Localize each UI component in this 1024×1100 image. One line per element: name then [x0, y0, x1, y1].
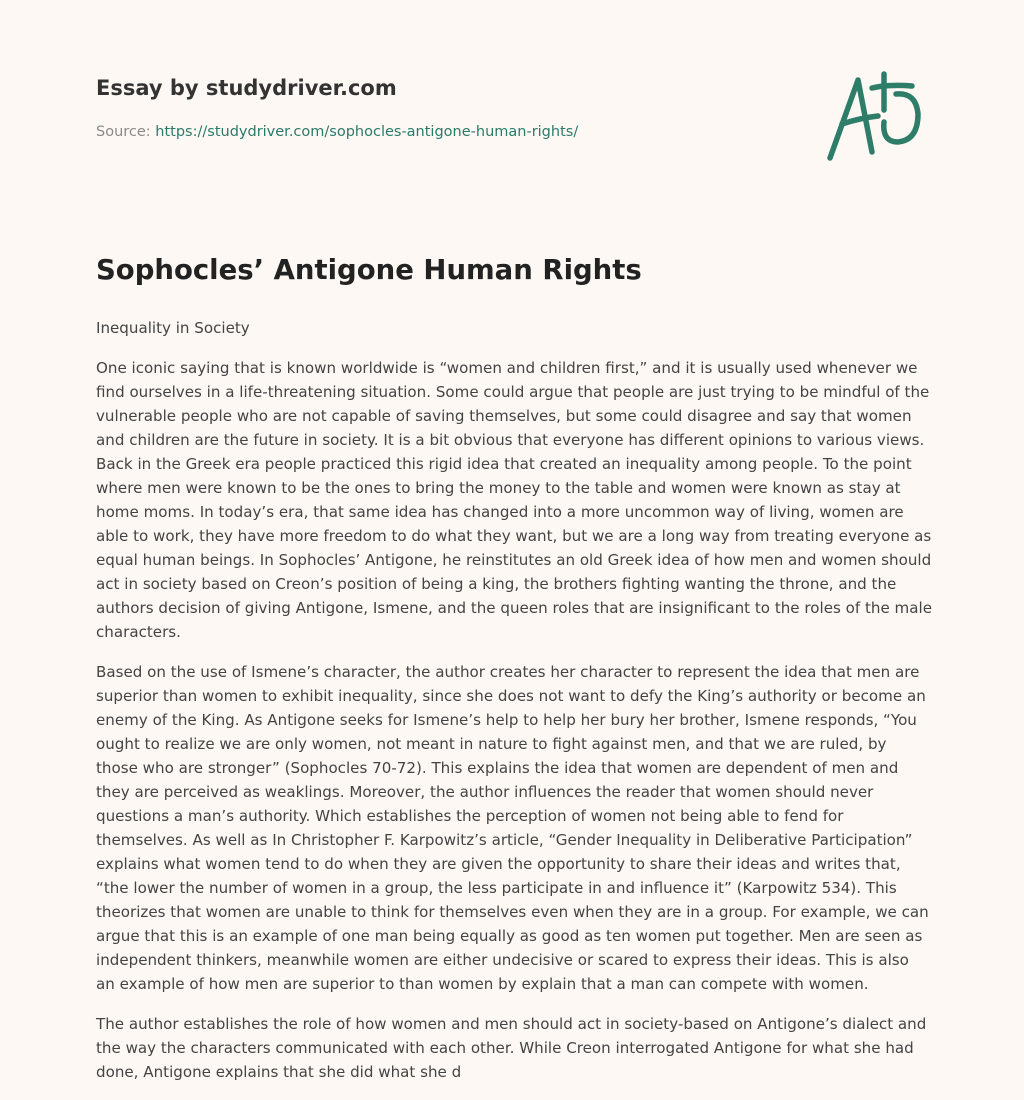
essay-paragraph: The author establishes the role of how women and men should act in society-based on Antigone’s dialect and the way the characters communicated with each other. While Creon interrogated Antigone for what she had done, Antigone explains that she did what she d: [96, 1015, 927, 1081]
source-link[interactable]: https://studydriver.com/sophocles-antigone-human-rights/: [155, 124, 579, 140]
essay-content: [96, 316, 932, 1100]
essay-paragraph: Based on the use of Ismene’s character, the author creates her character to represent the idea that men are superior than women to exhibit inequality, since she does not want to defy the King’s authority or become an enemy of the King. As Antigone seeks for Ismene’s help to help her bury her brother, Ismene responds, “You ought to realize we are only women, not meant in nature to fight against men, and that we are ruled, by those who are stronger” (Sophocles 70-72). This explains the idea that women are dependent of men and they are perceived as weaklings. Moreover, the author influences the reader that women should never questions a man’s authority. Which establishes the perception of women not being able to fend for themselves. As well as In Christopher F. Karpowitz’s article, “Gender Inequality in Deliberative Participation” explains what women tend to do when they are given the opportunity to share their ideas and writes that, “the lower the number of women in a group, the less participate in and influence it” (Karpowitz 534). This theorizes that women are unable to think for themselves even when they are in a group. For example, we can argue that this is an example of one man being equally as good as ten women put together. Men are seen as independent thinkers, meanwhile women are either undecisive or scared to express their ideas. This is also an example of how men are superior to than women by explain that a man can compete with women.: [96, 663, 929, 993]
site-header-title: Essay by studydriver.com: [96, 76, 397, 100]
essay-paragraph: One iconic saying that is known worldwide is “women and children first,” and it is usually used whenever we find ourselves in a life-threatening situation. Some could argue that people are just trying to be mindful of the vulnerable people who are not capable of saving themselves, but some could disagree and say that women and children are the future in society. It is a bit obvious that everyone has different opinions to various views. Back in the Greek era people practiced this rigid idea that created an inequality among people. To the point where men were known to be the ones to bring the money to the table and women were known as stay at home moms. In today’s era, that same idea has changed into a more uncommon way of living, women are able to work, they have more freedom to do what they want, but we are a long way from treating everyone as equal human beings. In Sophocles’ Antigone, he reinstitutes an old Greek idea of how men and women should act in society based on Creon’s position of being a king, the brothers fighting wanting the throne, and the authors decision of giving Antigone, Ismene, and the queen roles that are insignificant to the roles of the male characters.: [96, 359, 932, 641]
source-line: [96, 124, 578, 140]
source-label: Source:: [96, 124, 151, 140]
essay-title: Sophocles’ Antigone Human Rights: [96, 254, 642, 286]
a-plus-logo-icon: [820, 66, 930, 166]
essay-subtitle: Inequality in Society: [96, 319, 250, 337]
